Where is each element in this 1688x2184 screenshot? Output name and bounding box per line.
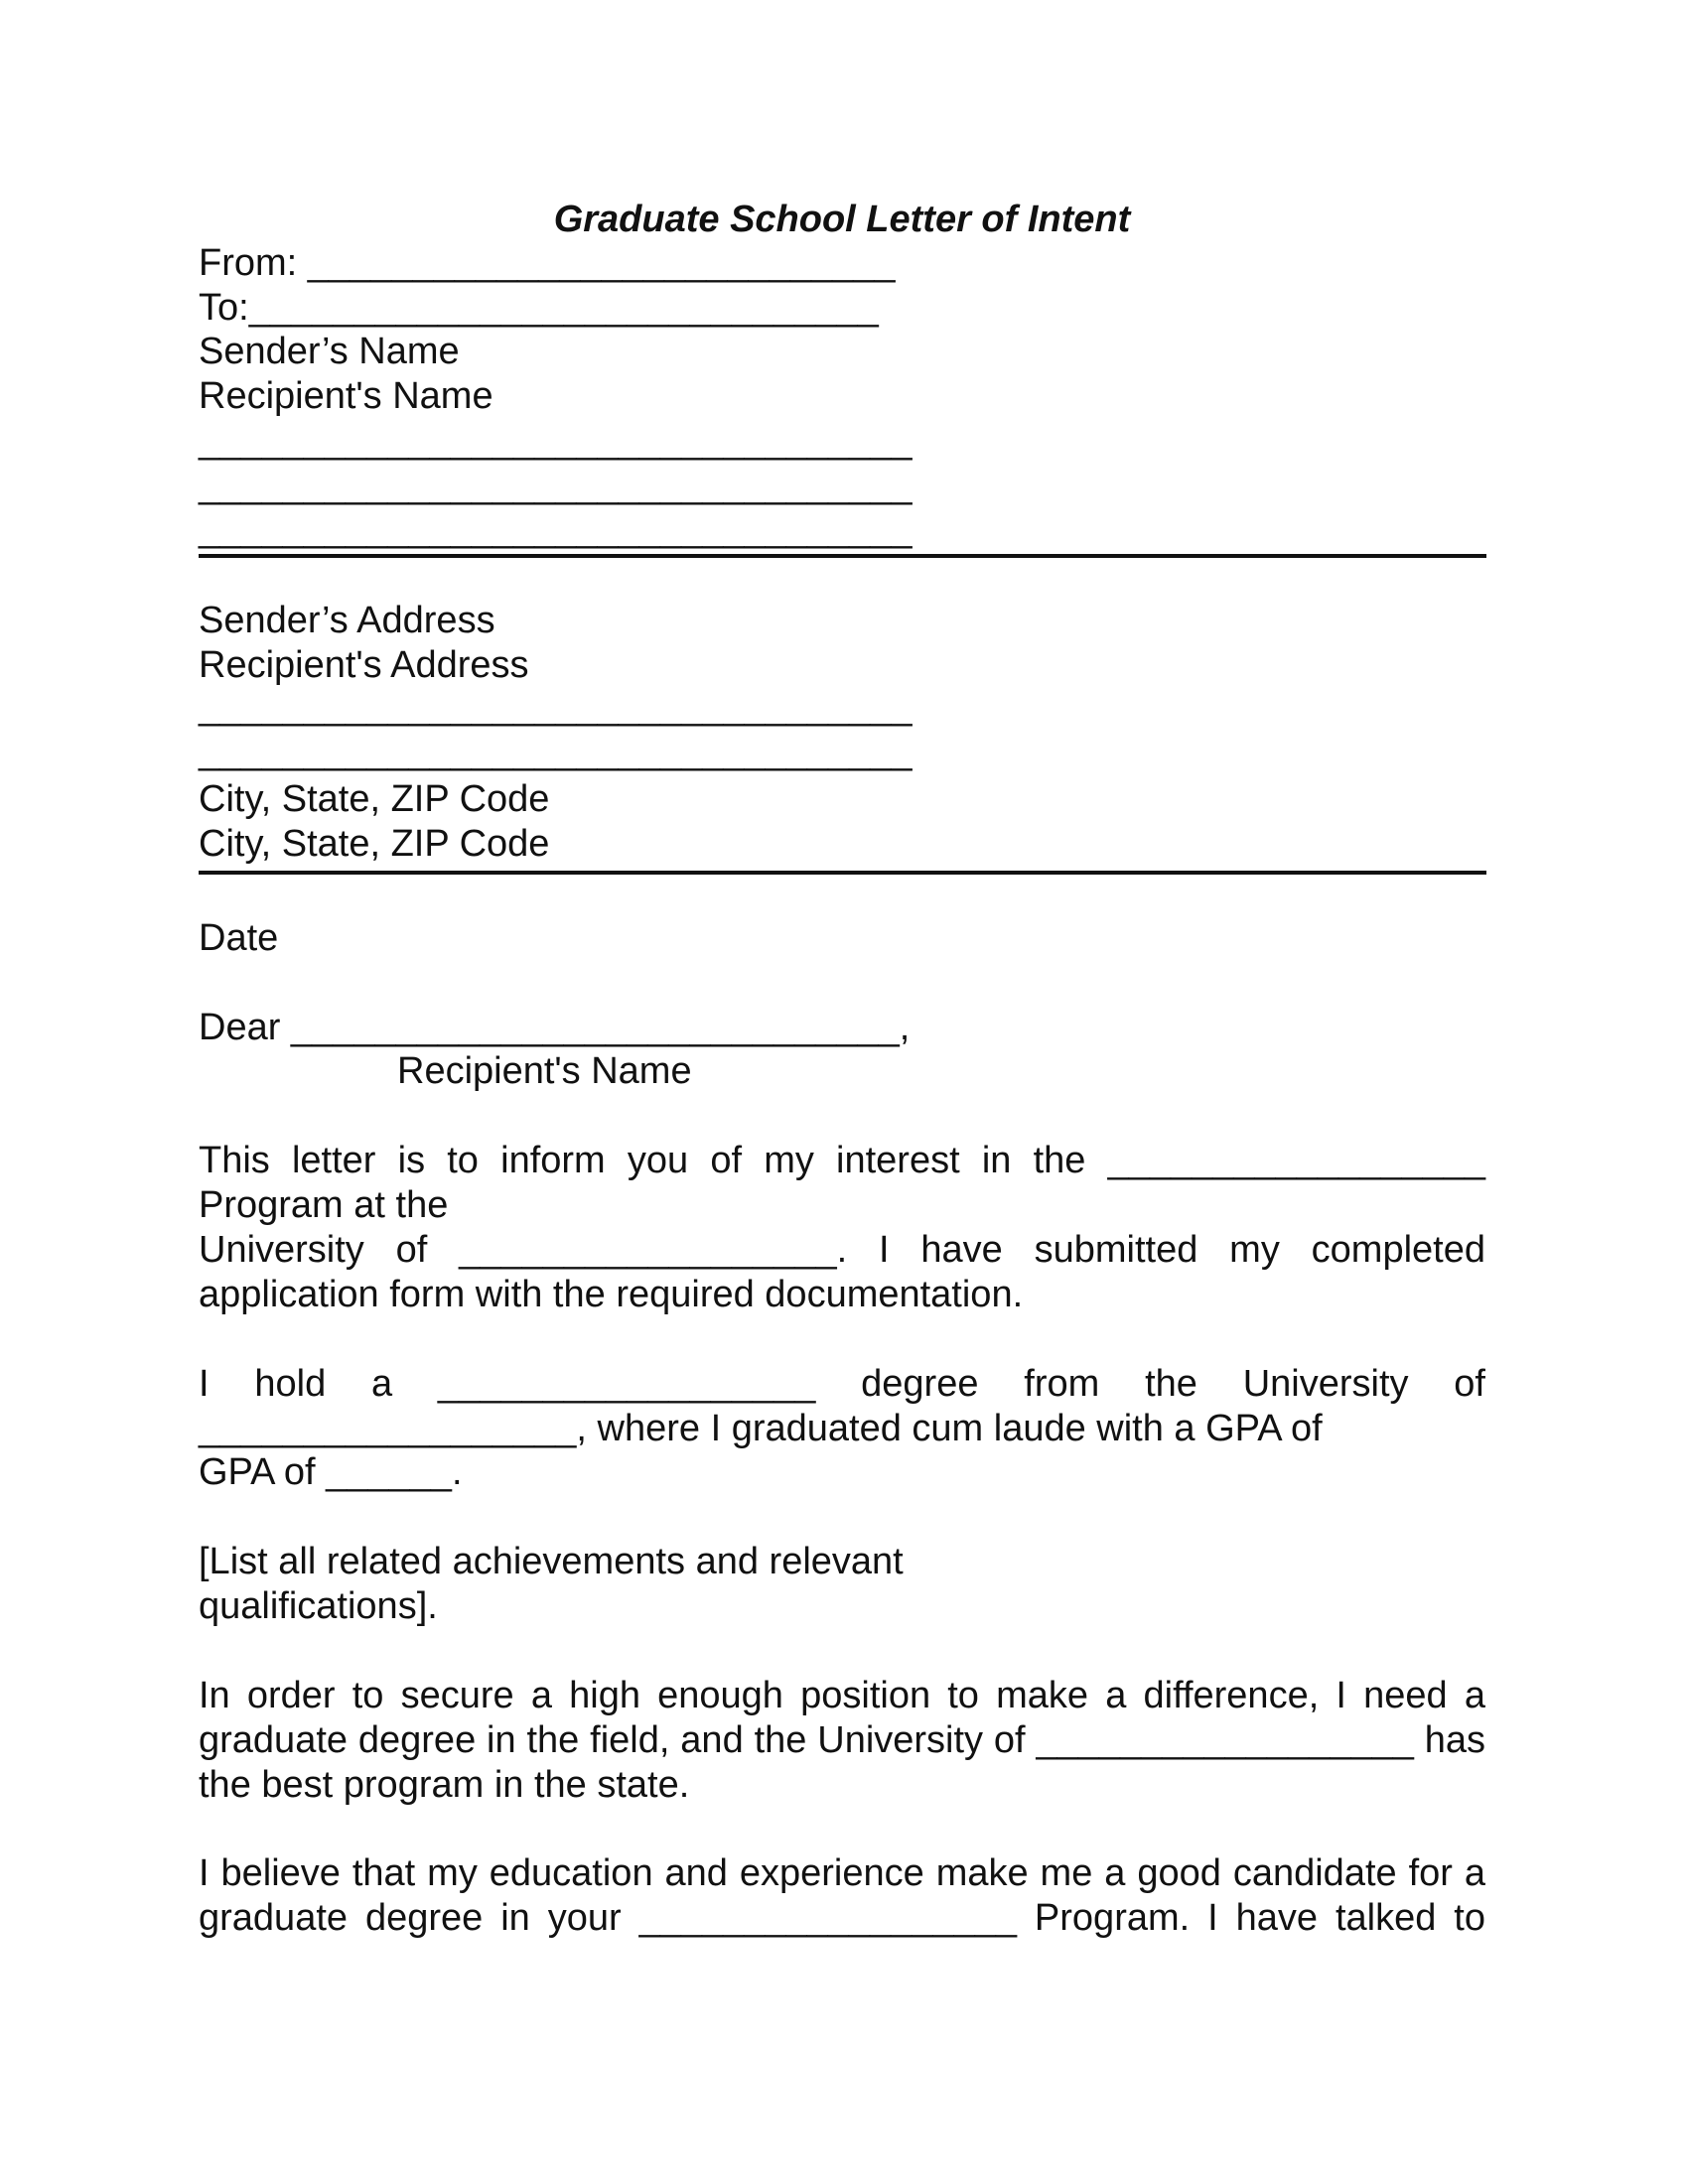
paragraph-line: __________________, where I graduated cum laude with a GPA of <box>199 1408 1323 1449</box>
date-label: Date <box>199 917 279 959</box>
paragraph-line: I hold a __________________ degree from the University of <box>199 1363 1485 1405</box>
from-line: From: ____________________________ <box>199 242 896 284</box>
blank-line: __________________________________ <box>199 420 913 462</box>
blank-line: __________________________________ <box>199 465 913 506</box>
paragraph-line: graduate degree in the field, and the University of __________________ has <box>199 1719 1485 1761</box>
horizontal-rule <box>199 871 1486 875</box>
paragraph-line: University of __________________. I have submitted my completed <box>199 1229 1485 1271</box>
horizontal-rule <box>199 554 1486 558</box>
city-state-zip-label: City, State, ZIP Code <box>199 778 550 820</box>
paragraph-line: GPA of ______. <box>199 1451 463 1493</box>
blank-line: __________________________________ <box>199 508 913 550</box>
recipient-name-label: Recipient's Name <box>199 375 493 417</box>
paragraph-line: graduate degree in your __________________ Program. I have talked to <box>199 1897 1485 1939</box>
sender-address-label: Sender’s Address <box>199 600 495 641</box>
paragraph-line: application form with the required documentation. <box>199 1274 1024 1315</box>
sender-name-label: Sender’s Name <box>199 331 460 372</box>
paragraph-line: [List all related achievements and relevant <box>199 1541 904 1582</box>
recipient-address-label: Recipient's Address <box>199 644 529 686</box>
city-state-zip-label: City, State, ZIP Code <box>199 823 550 865</box>
paragraph-line: In order to secure a high enough position to make a difference, I need a <box>199 1675 1485 1716</box>
document-title: Graduate School Letter of Intent <box>553 199 1131 240</box>
paragraph-line: qualifications]. <box>199 1585 438 1627</box>
paragraph-line: Program at the <box>199 1184 449 1226</box>
paragraph-line: the best program in the state. <box>199 1764 690 1806</box>
to-line: To:______________________________ <box>199 287 879 329</box>
salutation-line: Dear _____________________________, <box>199 1007 911 1048</box>
recipient-name-caption: Recipient's Name <box>397 1050 692 1092</box>
blank-line: __________________________________ <box>199 686 913 728</box>
paragraph-line: This letter is to inform you of my interest in the __________________ <box>199 1140 1485 1181</box>
blank-line: __________________________________ <box>199 731 913 772</box>
paragraph-line: I believe that my education and experience make me a good candidate for a <box>199 1852 1485 1894</box>
